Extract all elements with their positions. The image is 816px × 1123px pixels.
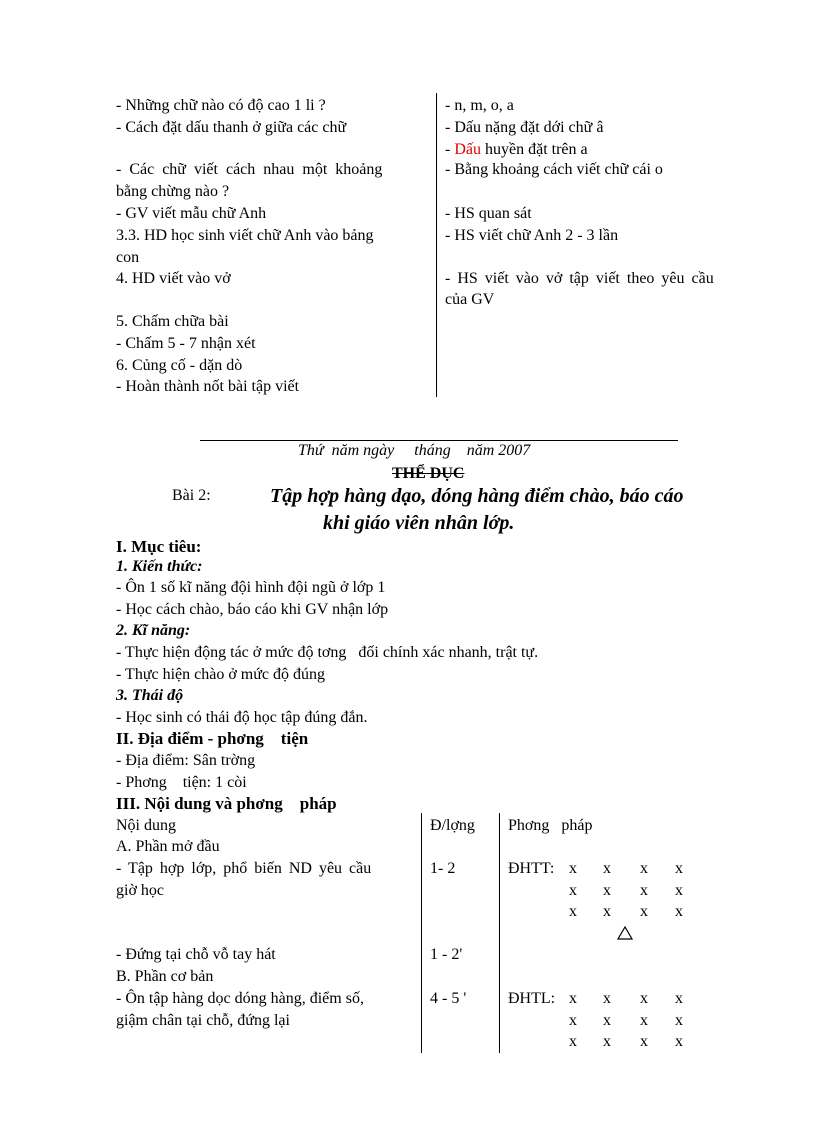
top-left-4: bằng chừng nào ? (116, 183, 230, 200)
top-left-2: - Cách đặt dấu thanh ở giữa các chữ (116, 119, 347, 136)
formation-x: x (603, 860, 611, 877)
top-left-6: 3.3. HD học sinh viết chữ Anh vào bảng (116, 227, 374, 244)
formation-x: x (675, 1012, 683, 1029)
formation-x: x (675, 903, 683, 920)
part-a-item-1-dose: 1- 2 (430, 860, 456, 877)
formation-x: x (569, 860, 577, 877)
top-left-3: - Các chữ viết cách nhau một khoảng (116, 161, 383, 178)
formation-x: x (640, 882, 648, 899)
top-right-7: - HS viết vào vở tập viết theo yêu cầu (445, 270, 714, 287)
heading-ki-nang: 2. Kĩ năng: (116, 622, 191, 639)
col-header-dose: Đ/lợng (430, 817, 475, 834)
part-a-item-1: - Tập hợp lớp, phổ biến ND yêu cầu (116, 860, 372, 877)
formation-x: x (640, 1033, 648, 1050)
formation-x: x (675, 860, 683, 877)
top-right-3-red: Dấu (454, 141, 481, 158)
formation-x: x (640, 903, 648, 920)
top-left-1: - Những chữ nào có độ cao 1 li ? (116, 97, 326, 114)
part-b-item-1-dose: 4 - 5 ' (430, 990, 467, 1007)
top-right-1: - n, m, o, a (445, 97, 514, 114)
top-left-5: - GV viết mẫu chữ Anh (116, 205, 267, 222)
bottom-table-divider-1 (421, 813, 422, 1053)
top-right-2: - Dấu nặng đặt dới chữ â (445, 119, 604, 136)
kien-thuc-2: - Học cách chào, báo cáo khi GV nhận lớp (116, 601, 389, 618)
formation-x: x (675, 990, 683, 1007)
top-right-4: - Bằng khoảng cách viết chữ cái o (445, 161, 663, 178)
heading-kien-thuc: 1. Kiến thức: (116, 558, 203, 575)
formation-x: x (603, 903, 611, 920)
formation-x: x (603, 1033, 611, 1050)
formation-x: x (569, 903, 577, 920)
dia-diem-2: - Phơng tiện: 1 còi (116, 774, 247, 791)
part-a-item-2: - Đứng tại chỗ vỗ tay hát (116, 946, 276, 963)
teacher-triangle-icon (617, 926, 633, 940)
lesson-title-line-1: Tập hợp hàng dạo, dóng hàng điểm chào, báo cáo (270, 485, 684, 507)
formation-x: x (603, 1012, 611, 1029)
top-left-9: 5. Chấm chữa bài (116, 313, 229, 330)
formation-x: x (569, 1033, 577, 1050)
part-a-item-1b: giờ học (116, 882, 165, 899)
part-b-title: B. Phần cơ bản (116, 968, 214, 985)
formation-label-dhtt: ĐHTT: (508, 860, 555, 877)
formation-x: x (675, 882, 683, 899)
ki-nang-2: - Thực hiện chào ở mức độ đúng (116, 666, 326, 683)
top-right-6: - HS viết chữ Anh 2 - 3 lần (445, 227, 619, 244)
formation-x: x (569, 882, 577, 899)
top-right-3-dash: - (445, 141, 455, 158)
formation-x: x (675, 1033, 683, 1050)
part-b-item-1: - Ôn tập hàng dọc dóng hàng, điểm số, (116, 990, 364, 1007)
top-right-5: - HS quan sát (445, 205, 532, 222)
formation-label-dhtl: ĐHTL: (508, 990, 556, 1007)
part-a-title: A. Phần mở đầu (116, 838, 220, 855)
heading-thai-do: 3. Thái độ (116, 687, 184, 704)
formation-x: x (569, 990, 577, 1007)
heading-dia-diem: II. Địa điểm - phơng tiện (116, 729, 309, 748)
dia-diem-1: - Địa điểm: Sân trờng (116, 752, 256, 769)
top-left-10: - Chấm 5 - 7 nhận xét (116, 335, 256, 352)
heading-noi-dung: III. Nội dung và phơng pháp (116, 794, 337, 813)
lesson-label: Bài 2: (172, 487, 211, 504)
formation-x: x (640, 990, 648, 1007)
heading-muc-tieu: I. Mục tiêu: (116, 537, 202, 556)
top-right-3-rest: huyền đặt trên a (480, 141, 588, 158)
bottom-table-divider-2 (499, 813, 500, 1053)
date-line: Thứ năm ngày tháng năm 2007 (298, 442, 531, 459)
part-b-item-1b: giậm chân tại chỗ, đứng lại (116, 1012, 290, 1029)
top-table-divider (436, 93, 437, 397)
top-left-7: con (116, 249, 140, 266)
col-header-content: Nội dung (116, 817, 176, 834)
formation-x: x (603, 990, 611, 1007)
formation-x: x (569, 1012, 577, 1029)
lesson-title-line-2: khi giáo viên nhân lớp. (323, 512, 515, 534)
subject-title: THỂ DỤC (392, 465, 465, 482)
top-right-3 (445, 140, 588, 160)
ki-nang-1: - Thực hiện động tác ở mức độ tơng đối chính xác nhanh, trật tự. (116, 644, 539, 661)
formation-x: x (640, 1012, 648, 1029)
kien-thuc-1: - Ôn 1 số kĩ năng đội hình đội ngũ ở lớp 1 (116, 579, 386, 596)
top-right-8: của GV (445, 291, 495, 308)
formation-x: x (603, 882, 611, 899)
col-header-method: Phơng pháp (508, 817, 593, 834)
top-left-11: 6. Củng cố - dặn dò (116, 357, 243, 374)
part-a-item-2-dose: 1 - 2' (430, 946, 463, 963)
formation-x: x (640, 860, 648, 877)
top-left-12: - Hoàn thành nốt bài tập viết (116, 378, 300, 395)
top-left-8: 4. HD viết vào vở (116, 270, 231, 287)
thai-do-1: - Học sinh có thái độ học tập đúng đắn. (116, 709, 368, 726)
